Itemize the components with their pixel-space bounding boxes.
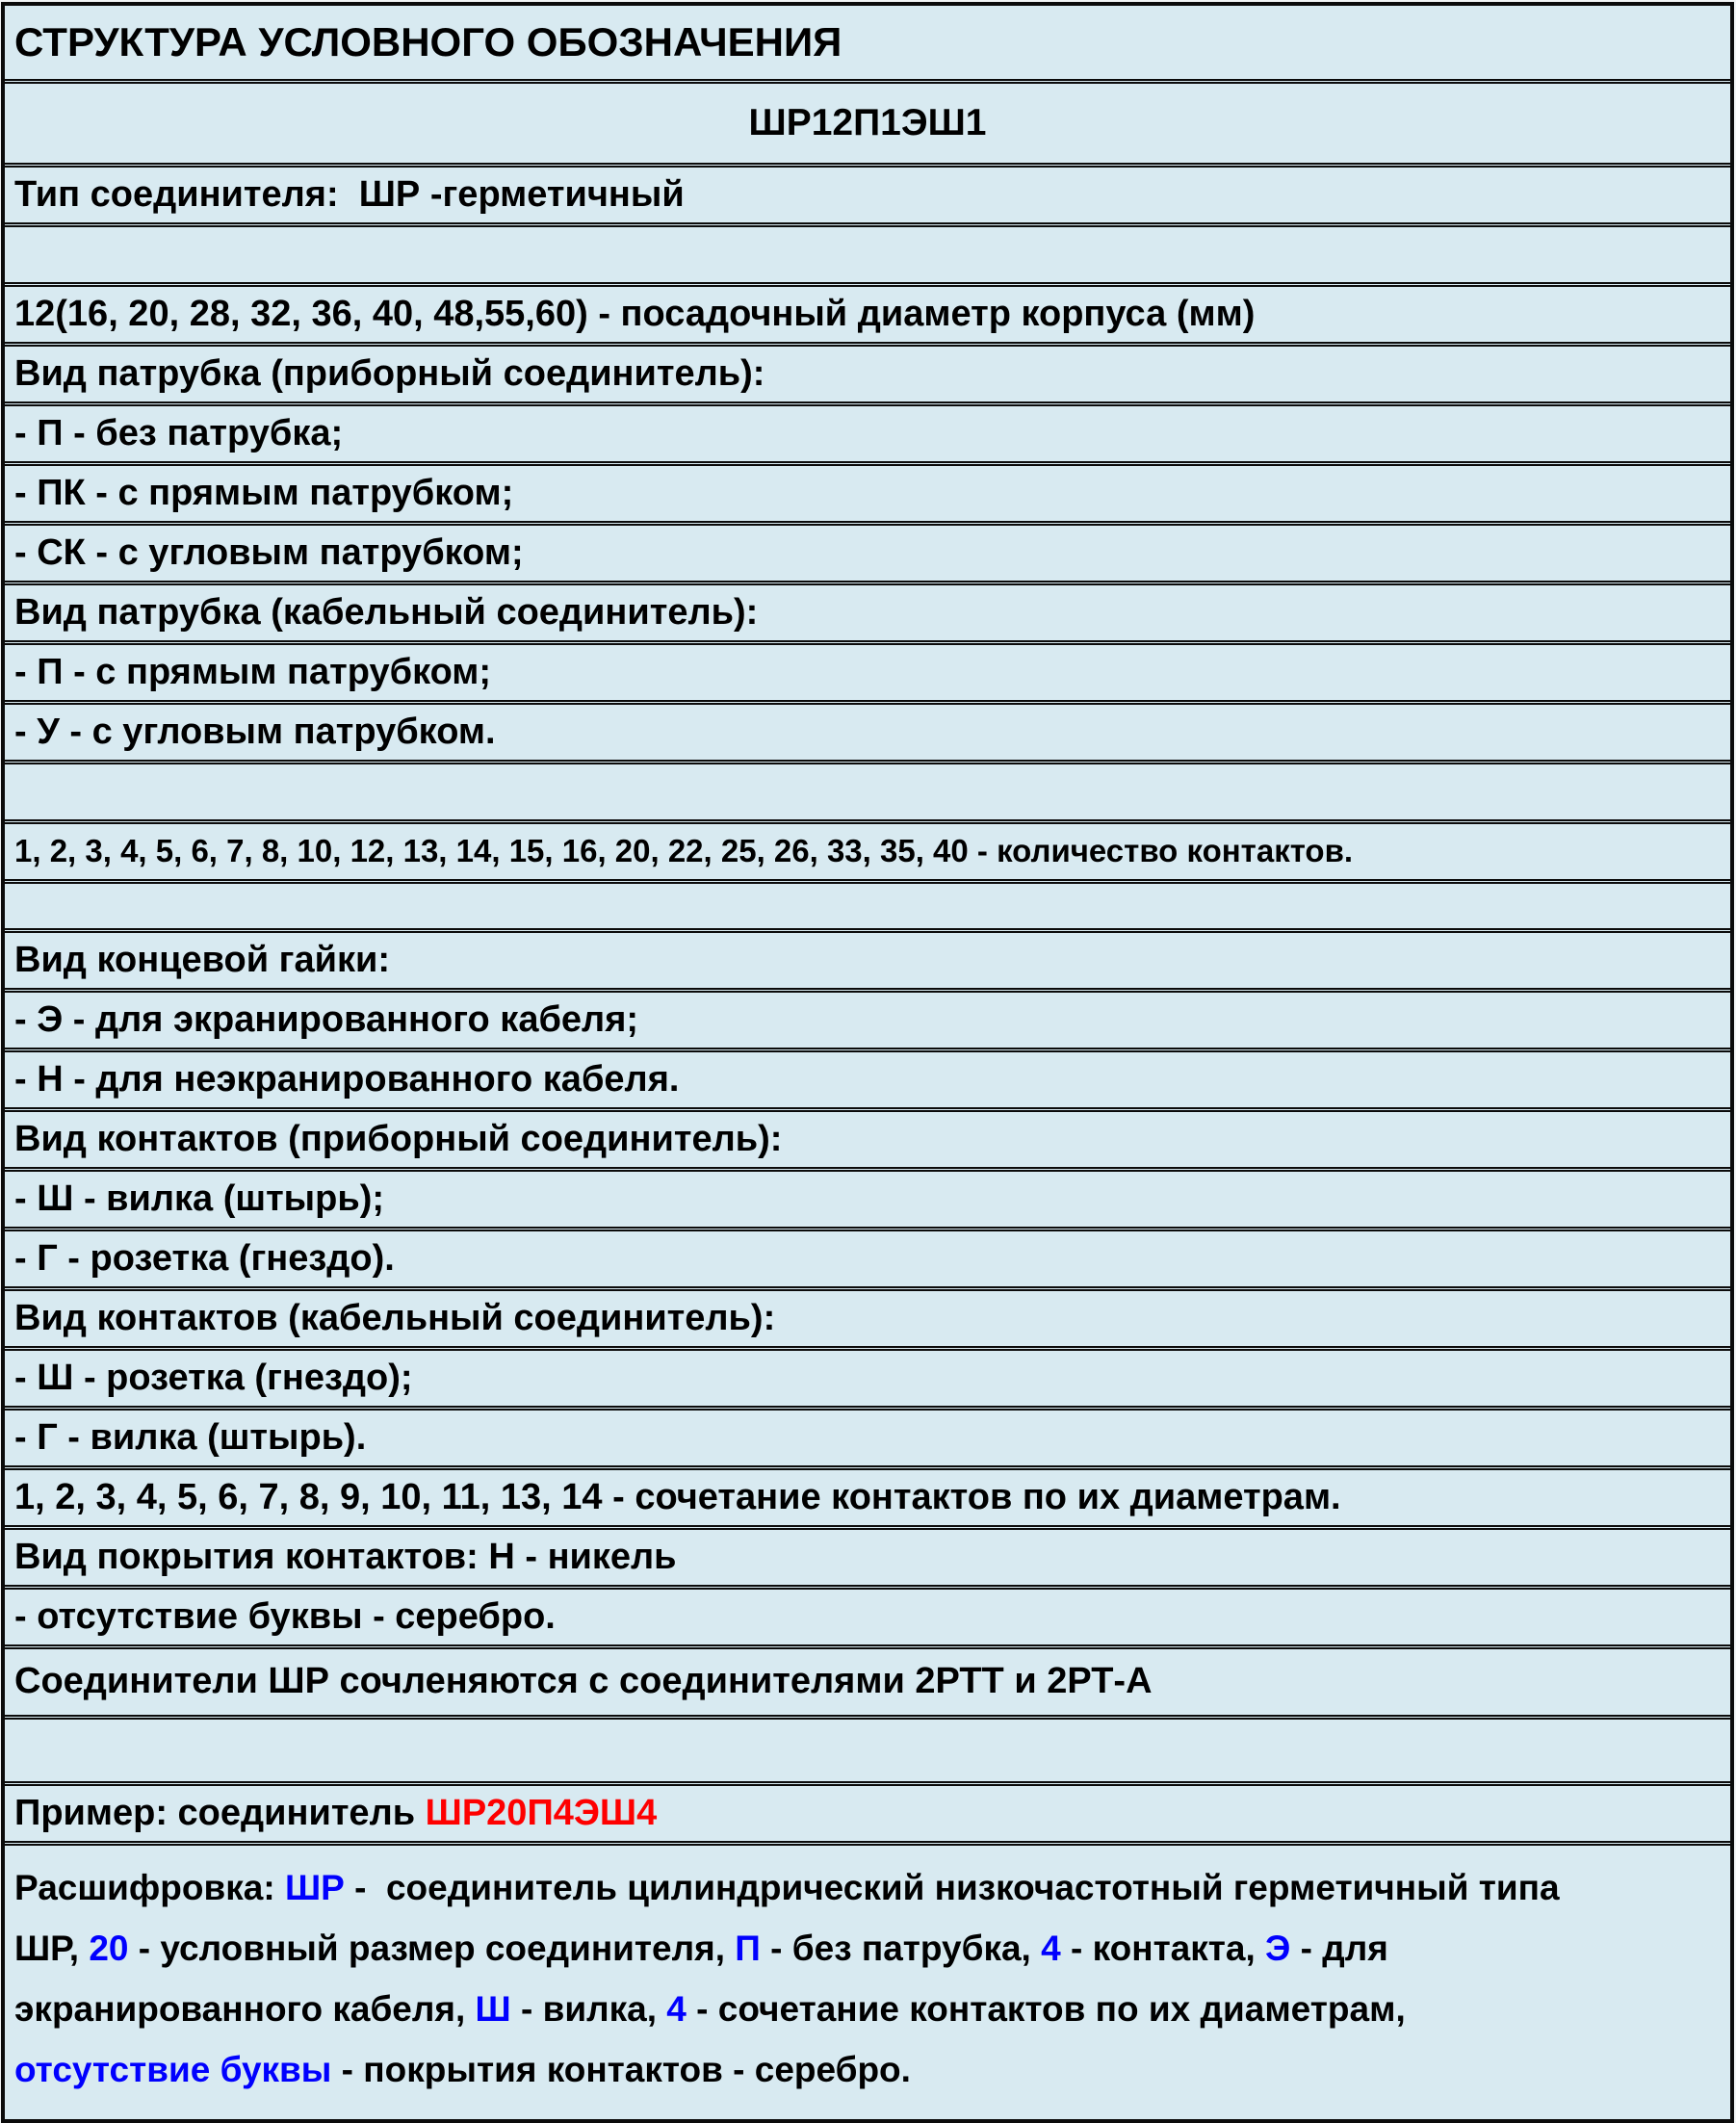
row-text-segment: 20 [89, 1929, 129, 1968]
row-text-segment: Вид контактов (приборный соединитель): [14, 1118, 783, 1159]
pipe-option-row [5, 705, 1730, 764]
row-text-segment: Э [1265, 1929, 1291, 1968]
row-text-segment: ШР20П4ЭШ4 [425, 1792, 658, 1833]
row-text-segment: 4 [1041, 1929, 1061, 1968]
row-text-segment: 4 [666, 1989, 687, 2029]
row-text-segment: - Н - для неэкранированного кабеля. [14, 1058, 680, 1100]
contact-count-row [5, 824, 1730, 884]
paragraph-line [14, 1857, 1719, 1918]
row-text-segment: П [735, 1929, 761, 1968]
row-text-segment: - У - с угловым патрубком. [14, 711, 496, 752]
row-text-segment: Вид контактов (кабельный соединитель): [14, 1297, 776, 1338]
pipe-option-row [5, 526, 1730, 585]
row-text-segment: Ш [475, 1989, 511, 2029]
connector-type-row [5, 168, 1730, 227]
row-text-segment: Вид покрытия контактов: Н - никель [14, 1536, 677, 1577]
row-text-segment: - условный размер соединителя, [128, 1929, 736, 1968]
contacts-option-row [5, 1231, 1730, 1291]
coating-type-row [5, 1530, 1730, 1590]
row-text-segment: - Ш - вилка (штырь); [14, 1178, 385, 1219]
pipe-option-row [5, 466, 1730, 526]
contacts-option-row [5, 1172, 1730, 1231]
row-text-segment: - П - без патрубка; [14, 412, 344, 453]
row-text-segment: - Г - вилка (штырь). [14, 1416, 367, 1458]
coating-option-row [5, 1590, 1730, 1649]
pipe-type-instrument-header [5, 347, 1730, 406]
row-text-segment: Вид концевой гайки: [14, 939, 391, 980]
row-text-segment: - вилка, [510, 1989, 667, 2029]
row-text-segment: Расшифровка: [14, 1868, 285, 1907]
section-title [5, 6, 1730, 84]
row-text-segment: - Э - для экранированного кабеля; [14, 998, 639, 1040]
row-text-segment: Тип соединителя: ШР -герметичный [14, 173, 685, 215]
designation-table [1, 2, 1734, 2123]
pipe-type-cable-header [5, 585, 1730, 645]
contacts-option-row [5, 1411, 1730, 1470]
row-text-segment: ШР12П1ЭШ1 [748, 101, 987, 143]
row-text-segment: Вид патрубка (приборный соединитель): [14, 352, 765, 394]
row-text-segment: - покрытия контактов - серебро. [331, 2050, 911, 2089]
contacts-type-cable-header [5, 1291, 1730, 1351]
row-text-segment: - отсутствие буквы - серебро. [14, 1595, 556, 1637]
paragraph-line [14, 2039, 1719, 2100]
pipe-option-row [5, 645, 1730, 705]
row-text-segment: - Г - розетка (гнездо). [14, 1237, 395, 1279]
pipe-option-row [5, 406, 1730, 466]
row-text-segment: отсутствие буквы [14, 2050, 332, 2089]
mating-note-row [5, 1649, 1730, 1720]
example-row [5, 1786, 1730, 1846]
row-text-segment: - для [1290, 1929, 1388, 1968]
row-text-segment: - СК - с угловым патрубком; [14, 531, 524, 573]
row-text-segment: 1, 2, 3, 4, 5, 6, 7, 8, 10, 12, 13, 14, 15, 16, 20, 22, 25, 26, 33, 35, 40 - количество контактов. [14, 833, 1354, 869]
paragraph-line [14, 1979, 1719, 2039]
paragraph-line [14, 1918, 1719, 1979]
row-text-segment: - контакта, [1060, 1929, 1266, 1968]
row-text-segment: - без патрубка, [760, 1929, 1042, 1968]
row-text-segment: ШР, [14, 1929, 90, 1968]
row-text-segment: - П - с прямым патрубком; [14, 651, 492, 692]
row-text-segment: ШР [284, 1868, 345, 1907]
row-text-segment: Соединители ШР сочленяются с соединителями 2РТТ и 2РТ-А [14, 1661, 1153, 1702]
contacts-option-row [5, 1351, 1730, 1411]
row-text-segment: 1, 2, 3, 4, 5, 6, 7, 8, 9, 10, 11, 13, 14 - сочетание контактов по их диаметрам. [14, 1476, 1341, 1517]
end-nut-option-row [5, 993, 1730, 1052]
end-nut-option-row [5, 1052, 1730, 1112]
row-text-segment: - сочетание контактов по их диаметрам, [686, 1989, 1406, 2029]
spacer-row [5, 764, 1730, 824]
designation-code [5, 84, 1730, 168]
row-text-segment: СТРУКТУРА УСЛОВНОГО ОБОЗНАЧЕНИЯ [14, 18, 842, 65]
body-diameter-row [5, 287, 1730, 347]
end-nut-header [5, 933, 1730, 993]
spacer-row [5, 884, 1730, 933]
contacts-type-instrument-header [5, 1112, 1730, 1172]
row-text-segment: - соединитель цилиндрический низкочастотный герметичный типа [344, 1868, 1560, 1907]
spacer-row [5, 1720, 1730, 1786]
row-text-segment: 12(16, 20, 28, 32, 36, 40, 48,55,60) - посадочный диаметр корпуса (мм) [14, 293, 1256, 334]
row-text-segment: Вид патрубка (кабельный соединитель): [14, 591, 759, 633]
row-text-segment: - Ш - розетка (гнездо); [14, 1357, 413, 1398]
spacer-row [5, 227, 1730, 287]
row-text-segment: Пример: соединитель [14, 1792, 426, 1833]
row-text-segment: экранированного кабеля, [14, 1989, 476, 2029]
row-text-segment: - ПК - с прямым патрубком; [14, 472, 514, 513]
contact-combination-row [5, 1470, 1730, 1530]
decoding-paragraph [5, 1846, 1730, 2119]
